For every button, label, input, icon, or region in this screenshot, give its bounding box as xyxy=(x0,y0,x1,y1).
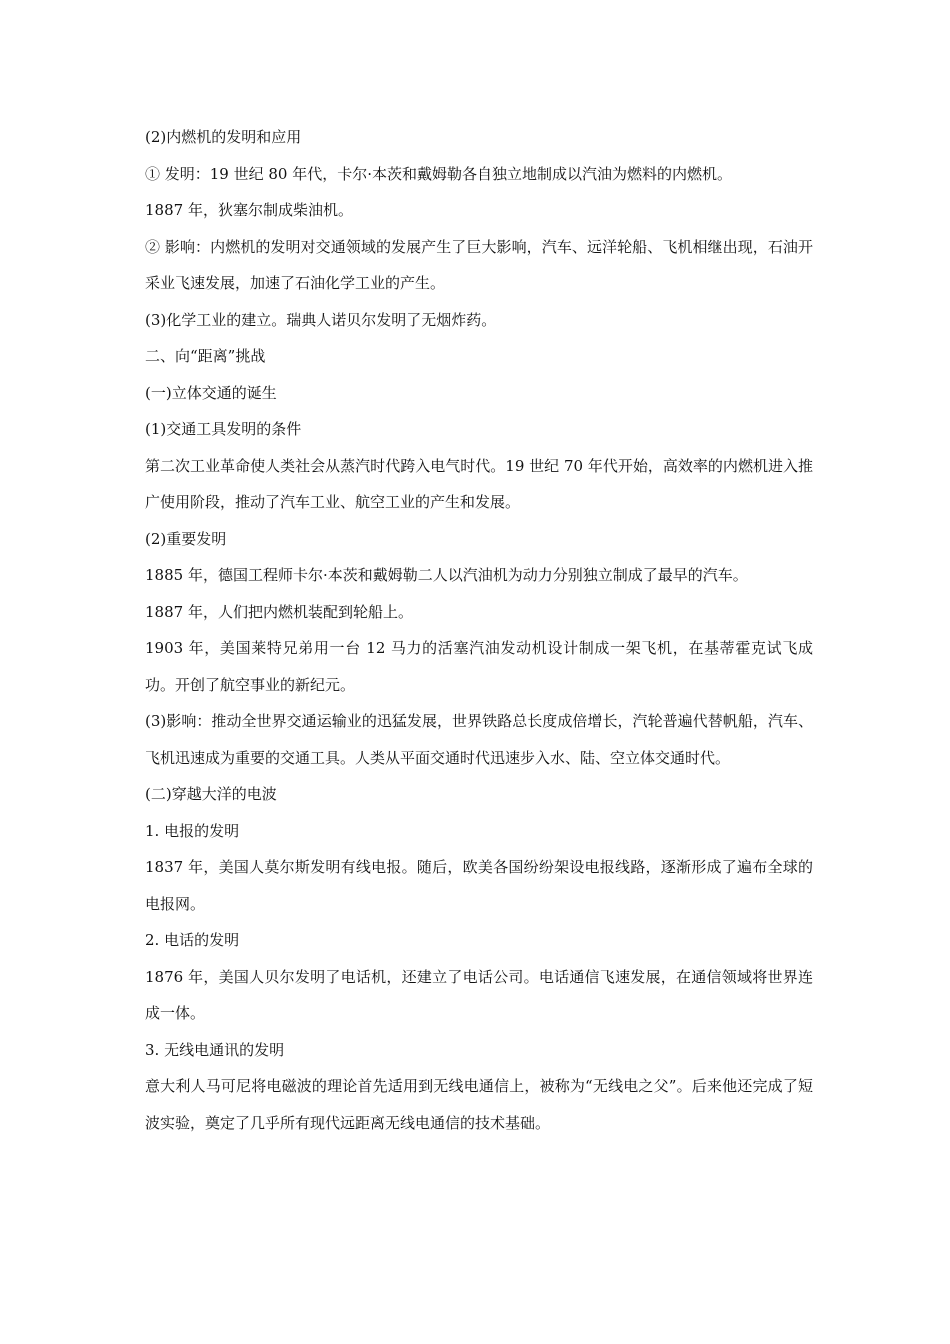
paragraph-telegraph: 1837 年，美国人莫尔斯发明有线电报。随后，欧美各国纷纷架设电报线路，逐渐形成了遍布全球的电报网。 xyxy=(145,858,813,913)
subsection-heading-radio-waves: (二)穿越大洋的电波 xyxy=(145,785,277,803)
document-body xyxy=(145,119,813,1141)
paragraph-1903-airplane: 1903 年，美国莱特兄弟用一台 12 马力的活塞汽油发动机设计制成一架飞机，在基蒂霍克试飞成功。开创了航空事业的新纪元。 xyxy=(145,639,813,694)
subsection-heading-3d-transport: (一)立体交通的诞生 xyxy=(145,383,277,402)
paragraph-invention: ① 发明：19 世纪 80 年代，卡尔·本茨和戴姆勒各自独立地制成以汽油为燃料的内燃机。 xyxy=(145,164,733,183)
paragraph-second-industrial-revolution: 第二次工业革命使人类社会从蒸汽时代跨入电气时代。19 世纪 70 年代开始，高效率的内燃机进入推广使用阶段，推动了汽车工业、航空工业的产生和发展。 xyxy=(145,456,813,511)
paragraph-marconi: 意大利人马可尼将电磁波的理论首先适用到无线电通信上，被称为“无线电之父”。后来他还完成了短波实验，奠定了几乎所有现代远距离无线电通信的技术基础。 xyxy=(145,1077,813,1132)
paragraph-diesel-engine: 1887 年，狄塞尔制成柴油机。 xyxy=(145,201,353,219)
paragraph-influence: ② 影响：内燃机的发明对交通领域的发展产生了巨大影响，汽车、远洋轮船、飞机相继出现，石油开采业飞速发展，加速了石油化学工业的产生。 xyxy=(145,237,813,292)
subheading-conditions: (1)交通工具发明的条件 xyxy=(145,420,302,438)
paragraph-transport-influence: (3)影响：推动全世界交通运输业的迅猛发展，世界铁路总长度成倍增长，汽轮普遍代替帆船，汽车、飞机迅速成为重要的交通工具。人类从平面交通时代迅速步入水、陆、空立体交通时代。 xyxy=(145,712,813,767)
paragraph-1887-ship: 1887 年，人们把内燃机装配到轮船上。 xyxy=(145,602,413,621)
paragraph-1885-automobile: 1885 年，德国工程师卡尔·本茨和戴姆勒二人以汽油机为动力分别独立制成了最早的汽车。 xyxy=(145,566,748,584)
section-heading-distance-challenge: 二、向“距离”挑战 xyxy=(145,347,266,365)
subheading-telegraph: 1. 电报的发明 xyxy=(145,821,240,840)
subheading-wireless: 3. 无线电通讯的发明 xyxy=(145,1040,285,1059)
subheading-chemical-industry: (3)化学工业的建立。瑞典人诺贝尔发明了无烟炸药。 xyxy=(145,310,497,329)
subheading-telephone: 2. 电话的发明 xyxy=(145,931,240,949)
paragraph-telephone: 1876 年，美国人贝尔发明了电话机，还建立了电话公司。电话通信飞速发展，在通信领域将世界连成一体。 xyxy=(145,967,813,1022)
subheading-internal-combustion-engine: (2)内燃机的发明和应用 xyxy=(145,128,302,146)
subheading-important-inventions: (2)重要发明 xyxy=(145,529,227,548)
